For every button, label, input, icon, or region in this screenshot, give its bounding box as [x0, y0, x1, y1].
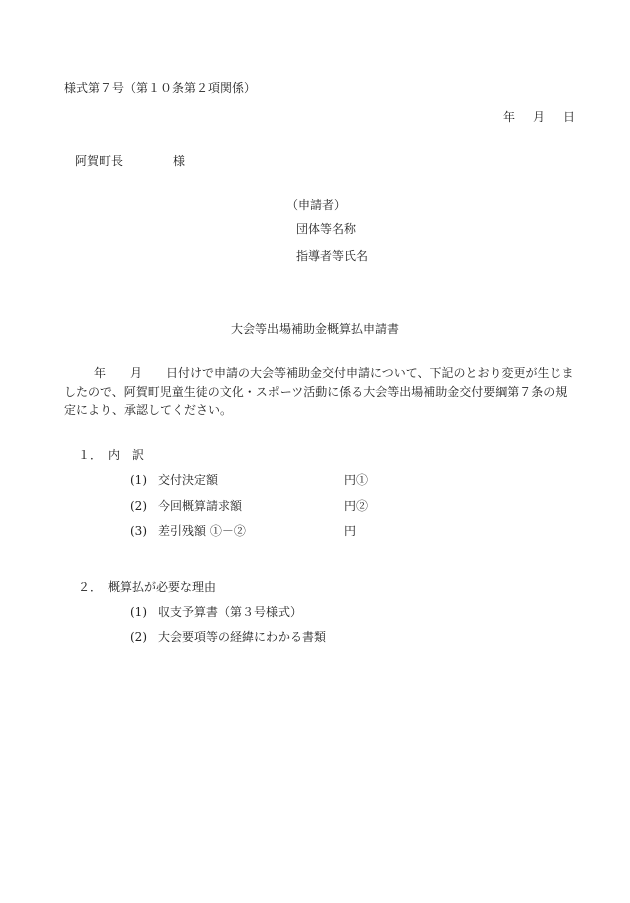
breakdown-row — [130, 525, 356, 537]
body-paragraph: 年 月 日付けで申請の大会等補助金交付申請について、下記のとおり変更が生じましたので、阿賀町児童生徒の文化・スポーツ活動に係る大会等出場補助金交付要綱第７条の規定により、承認してください。 — [64, 366, 574, 417]
date-day: 日 — [562, 110, 575, 124]
item-number: (1) — [130, 605, 147, 619]
section-1-title: 内 訳 — [108, 448, 145, 462]
org-name-label: 団体等名称 — [296, 222, 357, 236]
row-number: (3) — [130, 524, 147, 538]
section-1-number: １． — [78, 448, 103, 462]
reason-item — [130, 631, 326, 643]
item-text: 収支予算書（第３号様式） — [158, 605, 303, 619]
row-label: 差引残額 ①－② — [158, 524, 246, 538]
reason-item — [130, 606, 302, 618]
recipient-honorific: 様 — [173, 154, 186, 168]
recipient-name: 阿賀町長 — [75, 154, 124, 168]
date-year: 年 — [502, 110, 515, 124]
item-text: 大会要項等の経緯にわかる書類 — [158, 630, 327, 644]
breakdown-row — [130, 474, 368, 486]
row-number: (2) — [130, 499, 147, 513]
document-title: 大会等出場補助金概算払申請書 — [230, 322, 399, 336]
date-line — [503, 111, 575, 123]
section-2-title: 概算払が必要な理由 — [108, 580, 217, 594]
section-2-number: ２． — [78, 580, 103, 594]
recipient — [75, 155, 185, 167]
section-2-heading — [78, 581, 216, 593]
applicant-header: （申請者） — [286, 198, 347, 212]
row-unit: 円 — [344, 524, 357, 538]
row-number: (1) — [130, 473, 147, 487]
form-number: 様式第７号（第１０条第２項関係） — [64, 81, 257, 95]
breakdown-row — [130, 500, 368, 512]
item-number: (2) — [130, 630, 147, 644]
date-month: 月 — [532, 110, 545, 124]
section-1-heading — [78, 449, 144, 461]
row-unit: 円① — [344, 473, 369, 487]
row-label: 交付決定額 — [158, 473, 219, 487]
row-unit: 円② — [344, 499, 369, 513]
leader-name-label: 指導者等氏名 — [296, 249, 369, 263]
row-label: 今回概算請求額 — [158, 499, 243, 513]
